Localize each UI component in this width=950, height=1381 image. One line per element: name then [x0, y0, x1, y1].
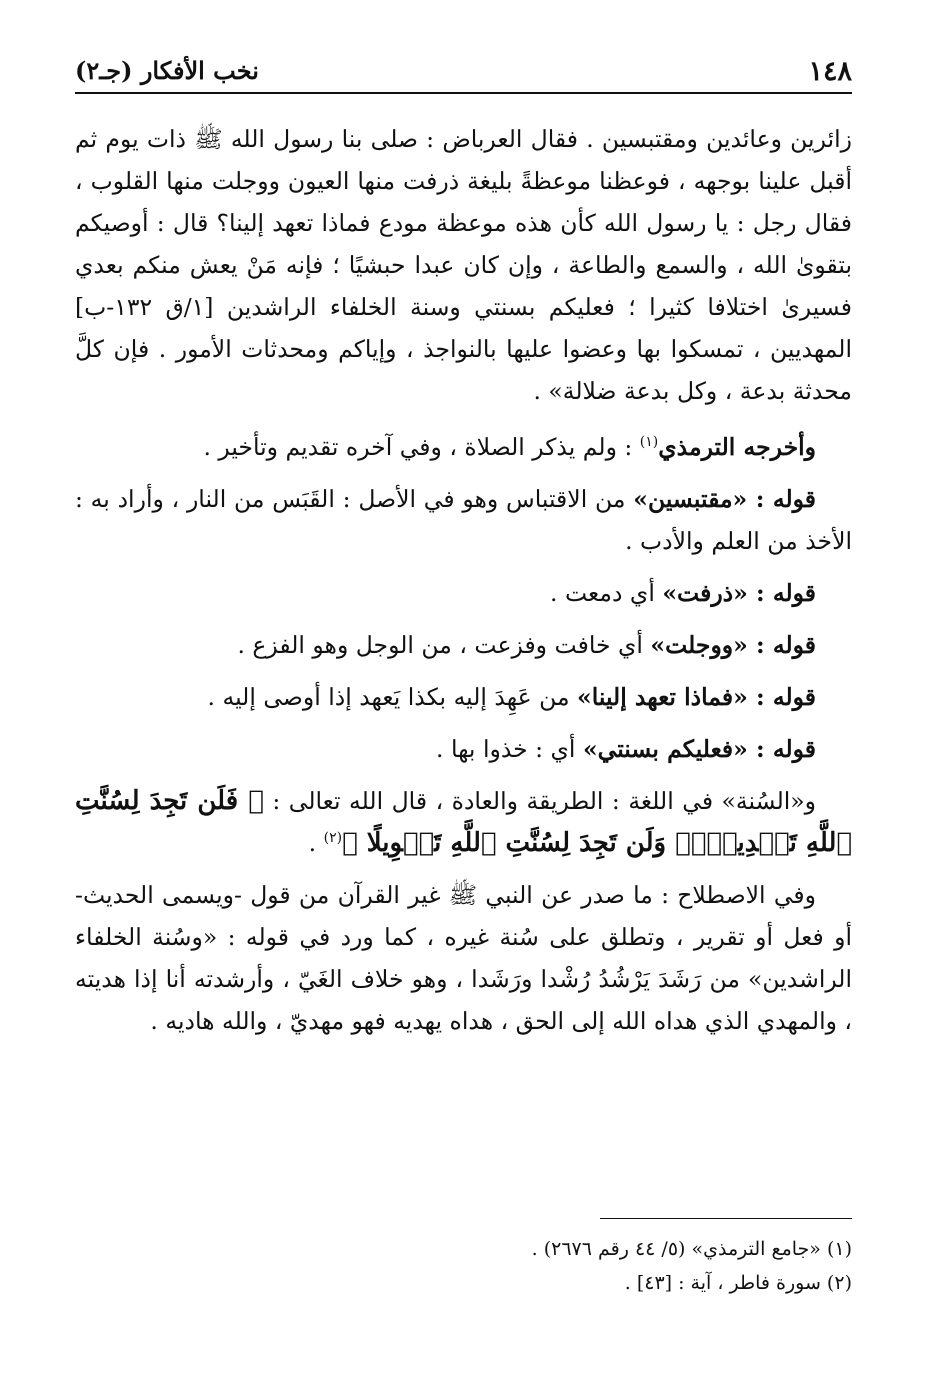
footnote-ref-2: (٢) — [323, 830, 343, 847]
gloss-term: قوله : «مقتبسين» — [633, 485, 816, 513]
sunnah-language-text: و«السُنة» في اللغة : الطريقة والعادة ، قال الله تعالى : — [263, 787, 817, 815]
sunnah-term-paragraph: وفي الاصطلاح : ما صدر عن النبي ﷺ غير القرآن من قول -ويسمى الحديث- أو فعل أو تقرير ، وتطلق على سُنة غيره ، كما ورد في قوله : «وسُنة الخلفاء الراشدين» من رَشَدَ يَرْشُدُ رُشْدا ورَشَدا ، وهو خلاف الغَيّ ، وأرشدته أنا إذا هديته ، والمهدي الذي هداه الله إلى الحق ، هداه يهديه فهو مهديّ ، والله هاديه . — [75, 881, 852, 1035]
gloss-term: قوله : «فعليكم بسنتي» — [582, 735, 816, 763]
takhrij-text: : ولم يذكر الصلاة ، وفي آخره تقديم وتأخير . — [203, 433, 640, 461]
gloss-text: من عَهِدَ إليه بكذا يَعهد إذا أوصى إليه . — [207, 683, 578, 711]
gloss-wajilat — [75, 624, 852, 666]
running-title: نخب الأفكار (جـ٢) — [75, 56, 259, 85]
quran-verse: ﴿ فَلَن تَجِدَ لِسُنَّتِ ٱللَّهِ تَبۡدِيلٗاۖ وَلَن تَجِدَ لِسُنَّتِ ٱللَّهِ تَحۡوِيلًا ﴾ — [75, 786, 852, 858]
sunnah-language-paragraph — [75, 780, 852, 864]
gloss-term: قوله : «ذرفت» — [662, 579, 816, 607]
takhrij-paragraph — [75, 426, 852, 468]
footnote-ref-1: (١) — [639, 434, 659, 451]
gloss-text: من الاقتباس وهو في الأصل : القَبَس من النار ، وأراد به : الأخذ من العلم والأدب . — [75, 485, 852, 555]
gloss-muqtabisin — [75, 478, 852, 562]
page-header — [75, 52, 852, 94]
gloss-text: أي دمعت . — [550, 579, 663, 607]
gloss-term: قوله : «فماذا تعهد إلينا» — [577, 683, 816, 711]
footnote-1: (١) «جامع الترمذي» (٥/ ٤٤ رقم ٢٦٧٦) . — [531, 1238, 852, 1260]
gloss-term: قوله : «ووجلت» — [650, 631, 816, 659]
sunnah-language-end: . — [308, 829, 324, 857]
gloss-text: أي خافت وفزعت ، من الوجل وهو الفزع . — [237, 631, 651, 659]
footnotes — [75, 1232, 852, 1300]
takhrij-lead: وأخرجه الترمذي — [658, 433, 816, 461]
footnote-divider — [600, 1218, 852, 1219]
hadith-paragraph: زائرين وعائدين ومقتبسين . فقال العرباض : صلى بنا رسول الله ﷺ ذات يوم ثم أقبل علينا بوجهه ، فوعظنا موعظةً بليغة ذرفت منها العيون ووجلت منها القلوب ، فقال رجل : يا رسول الله كأن هذه موعظة مودع فماذا تعهد إلينا؟ قال : أوصيكم بتقوىٰ الله ، والسمع والطاعة ، وإن كان عبدا حبشيًا ؛ فإنه مَنْ يعش منكم بعدي فسيرىٰ اختلافا كثيرا ؛ فعليكم بسنتي وسنة الخلفاء الراشدين [١/ق ١٣٢-ب] المهديين ، تمسكوا بها وعضوا عليها بالنواجذ ، وإياكم ومحدثات الأمور . فإن كلَّ محدثة بدعة ، وكل بدعة ضلالة» . — [75, 125, 852, 405]
footnote-2: (٢) سورة فاطر ، آية : [٤٣] . — [624, 1272, 852, 1294]
gloss-sunnati — [75, 728, 852, 770]
gloss-text: أي : خذوا بها . — [436, 735, 583, 763]
main-text — [75, 118, 852, 1052]
gloss-tahad — [75, 676, 852, 718]
page-number: ١٤٨ — [808, 56, 852, 87]
gloss-dharafat — [75, 572, 852, 614]
